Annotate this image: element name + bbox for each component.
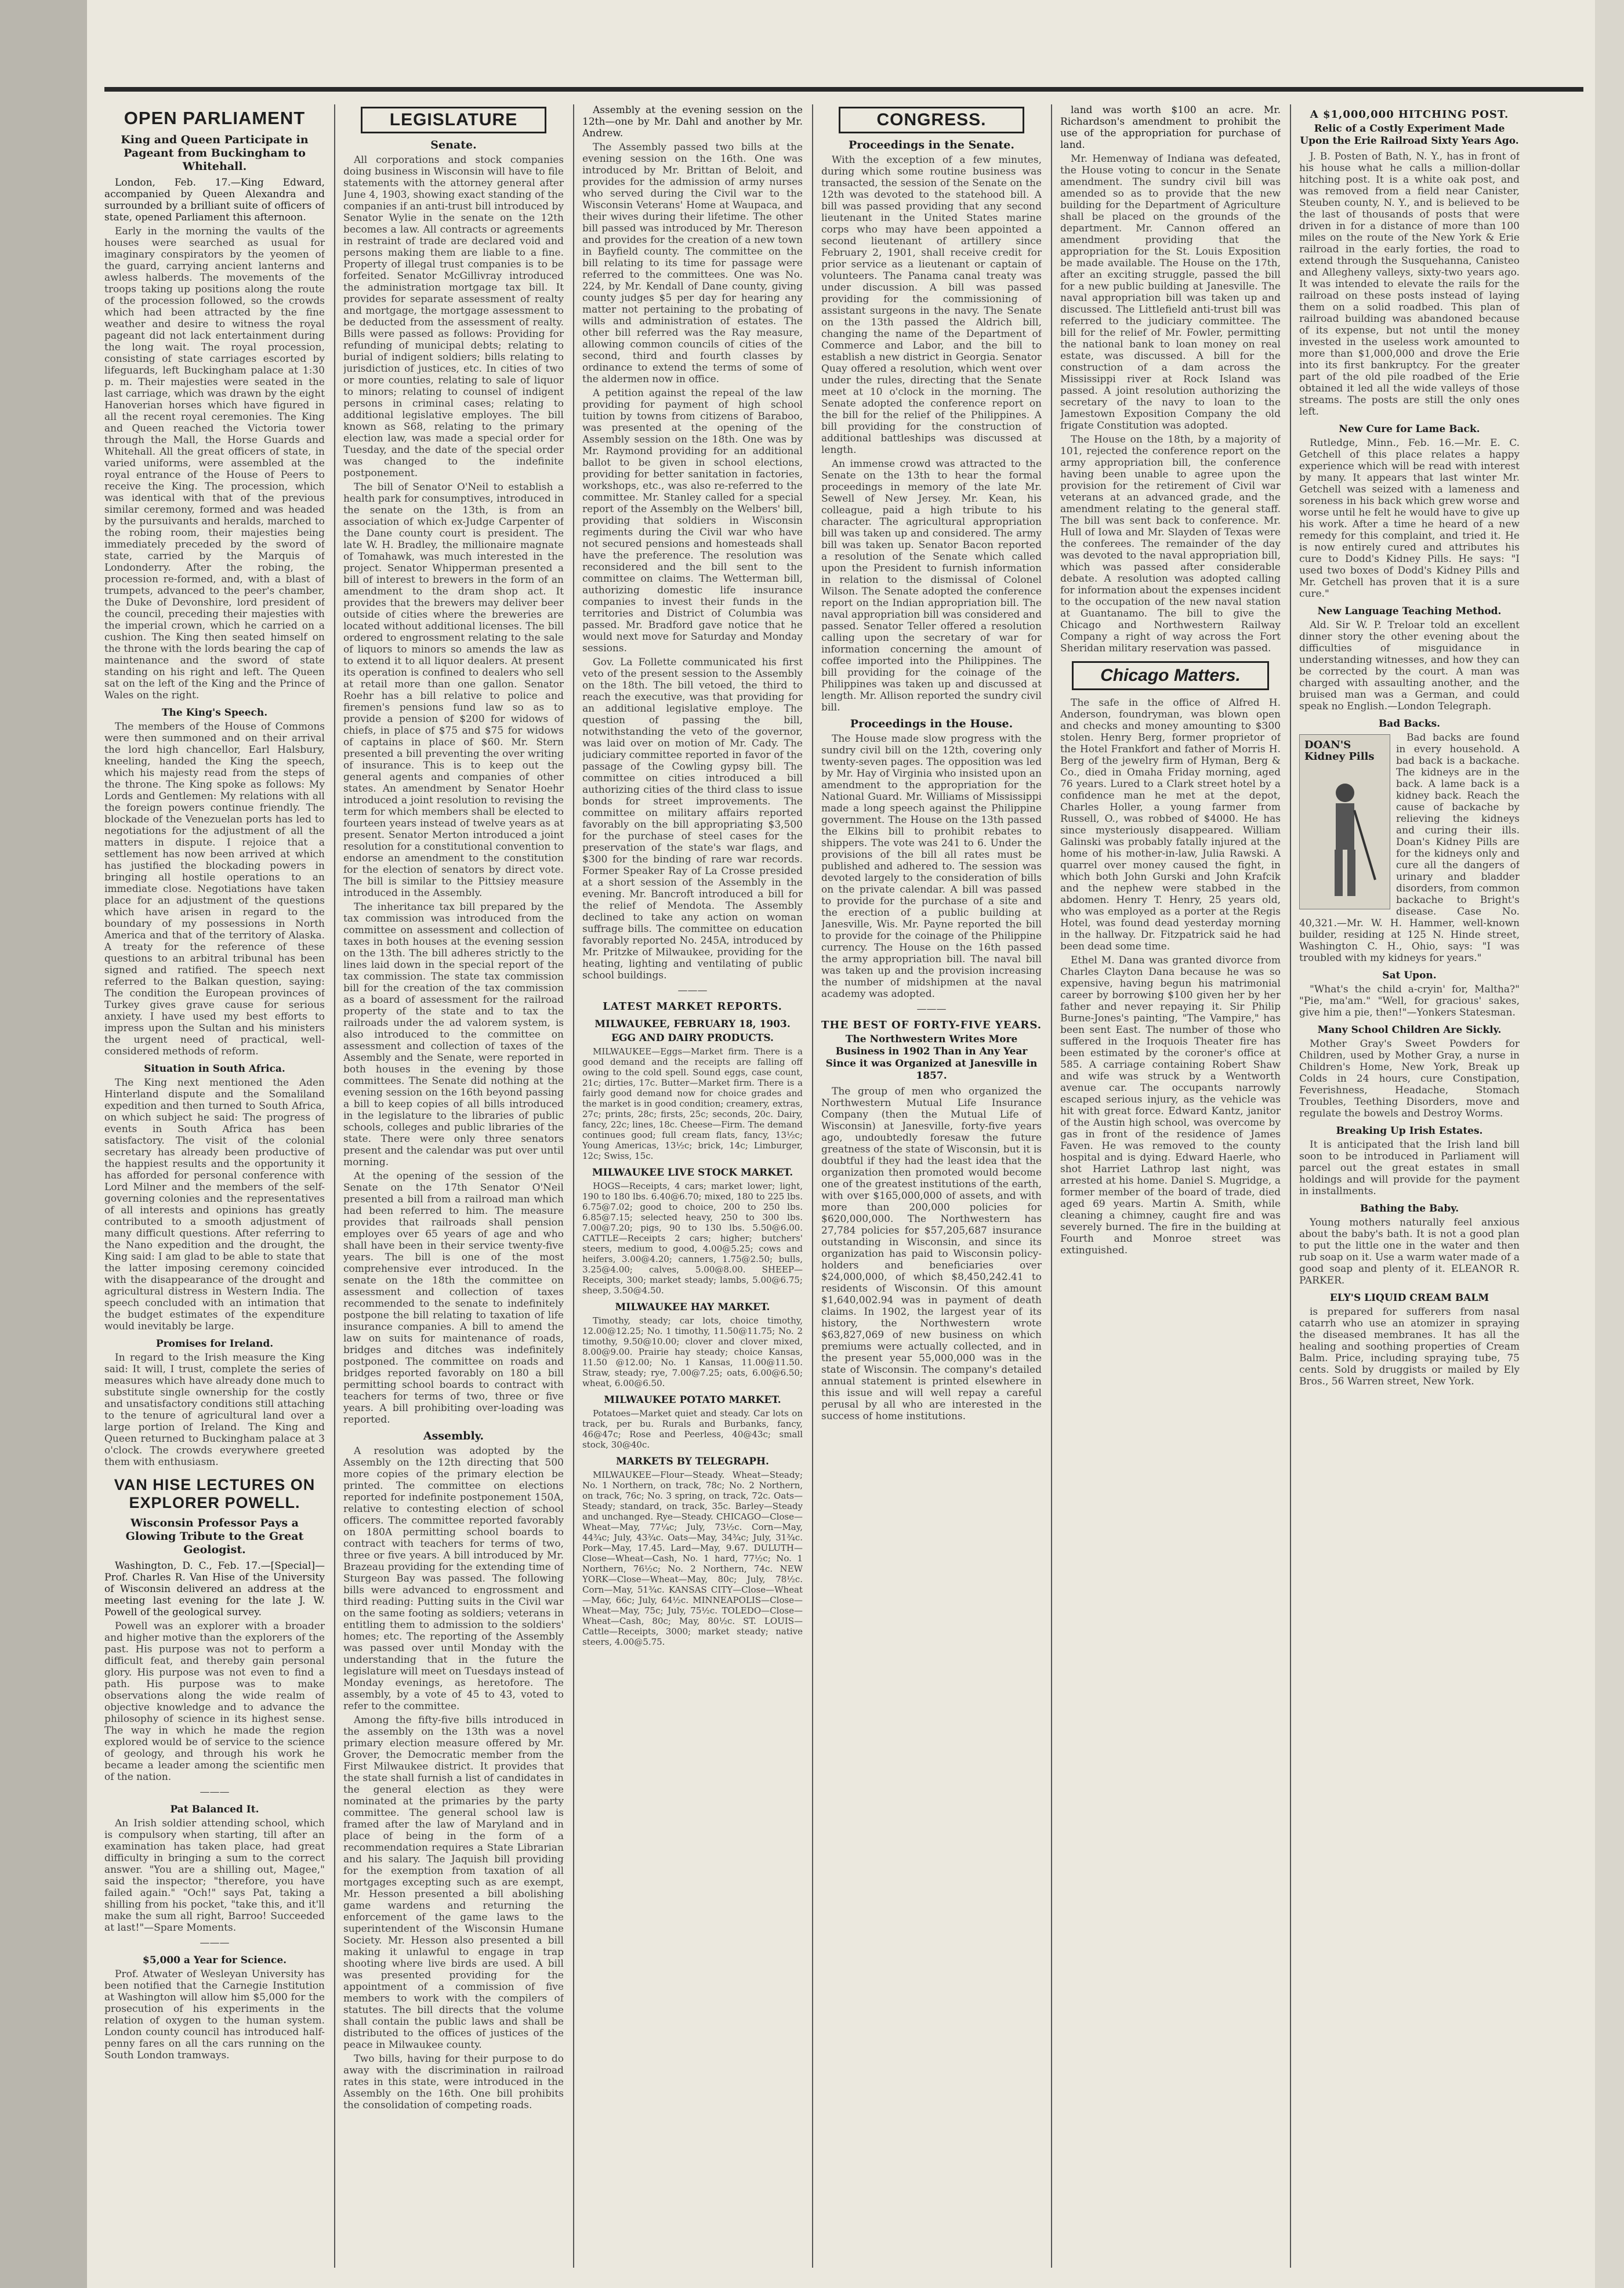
market-report: Timothy, steady; car lots, choice timothy, 12.00@12.25; No. 1 timothy, 11.50@11.75; No. 2 timothy, 9.50@10.00; clover and clover mixed, 8.00@9.00. Prairie hay steady; choice Kansas, 11.50 @12.00; No. 1 Kansas, 11.00@11.50. Straw, steady; rye, 7.00@7.25; oats, 6.00@6.50; wheat, 6.00@6.50. xyxy=(582,1315,803,1388)
column-rule xyxy=(1051,104,1052,2268)
article-body: Prof. Atwater of Wesleyan University has been notified that the Carnegie Institution at Washington will allow him $5,000 for the prosecution of his experiments in the relation of oxygen to the human system. London county council has introduced half-penny fares on all the cars running on the South London tramways. xyxy=(104,1968,325,2061)
market-report: Potatoes—Market quiet and steady. Car lots on track, per bu. Rurals and Burbanks, fancy, 46@47c; Rose and Peerless, 40@43c; small stock, 30@40c. xyxy=(582,1408,803,1450)
article-body: Bad backs are found in every household. A bad back is a backache. The kidneys are in the back. A lame back is a kidney back. Reach the cause of backache by relieving the kidneys and curing their ills. Doan's Kidney Pills are for the kidneys only and cure all the dangers of urinary and bladder disorders, from common backache to Bright's disease. Case No. 40,321.—Mr. W. H. Hammer, well-known builder, residing at 125 N. Hinde street, Washington C. H., Ohio, says: "I was troubled with my kidneys for years." xyxy=(1299,732,1520,964)
article-body: An Irish soldier attending school, which is compulsory when starting, till after an examination has taken place, had great difficulty in bringing a sum to the correct answer. "You are a shilling out, Magee," said the inspector; "therefore, you have failed again." "Och!" says Pat, taking a shilling from his pocket, "take this, and it'll make the sum all right, Barroo! Succeeded at last!"—Spare Moments. xyxy=(104,1818,325,1934)
headline-chicago-matters: Chicago Matters. xyxy=(1072,661,1269,690)
headline-hitching-post: A $1,000,000 HITCHING POST. xyxy=(1310,108,1509,121)
lead-paragraph: Assembly at the evening session on the 12th—one by Mr. Dahl and another by Mr. Andrew. xyxy=(582,104,803,139)
market-report: HOGS—Receipts, 4 cars; market lower; light, 190 to 180 lbs. 6.40@6.70; mixed, 180 to 225 lbs. 6.75@7.02; good to choice, 200 to 250 lbs. 6.85@7.15; selected heavy, 250 to 300 lbs. 7.00@7.20; pigs, 90 to 130 lbs. 5.50@6.00. CATTLE—Receipts 2 cars; higher; butchers' steers, medium to good, 4.00@5.25; cows and heifers, 3.00@4.20; canners, 1.75@2.50; bulls, 3.25@4.00; calves, 5.00@8.00. SHEEP—Receipts, 300; market steady; lambs, 5.00@6.75; sheep, 3.50@4.50. xyxy=(582,1181,803,1296)
headline-school-children: Many School Children Are Sickly. xyxy=(1317,1024,1502,1036)
doans-ad-illustration xyxy=(1299,734,1390,909)
column-rule xyxy=(812,104,813,2268)
deck-van-hise: Wisconsin Professor Pays a Glowing Tribute to the Great Geologist. xyxy=(125,1517,304,1556)
article-body: An immense crowd was attracted to the Senate on the 13th to hear the formal proceedings in memory of the late Mr. Sewell of New Jersey. Mr. Kean, his colleague, paid a high tribute to his character. The agricultural appropriation bill was taken up and considered. The army bill was taken up. Senator Bacon reported a resolution of the Senate which called upon the President to furnish information in relation to the dismissal of Colonel Wilson. The Senate adopted the conference report on the Indian appropriation bill. The naval appropriation bill was considered and passed. Senator Teller offered a resolution calling upon the secretary of war for information concerning the amount of coffee imported into the Philippines. The bill providing for the coinage of the Philippines was taken up and discussed at length. Mr. Allison reported the sundry civil bill. xyxy=(821,458,1042,713)
article-body: Early in the morning the vaults of the houses were searched as usual for imaginary conspirators by the yeomen of the guard, carrying ancient lanterns and awless halberds. The movements of the troops taking up positions along the route of the procession followed, so the crowds which had been attracted by the fine weather and desire to witness the royal pageant did not lack entertainment during the long wait. The royal procession, consisting of state carriages escorted by lifeguards, left Buckingham palace at 1:30 p. m. Their majesties were seated in the last carriage, which was drawn by the eight Hanoverian horses which have figured in all the recent royal ceremonies. The King and Queen reached the Victoria tower through the Mall, the Horse Guards and Whitehall. All the great officers of state, in varied uniforms, were assembled at the royal entrance of the House of Peers to receive the King. The procession, which was identical with that of the previous similar ceremony, formed and was headed by the pursuivants and heralds, marched to the robing room, their majesties being immediately preceded by the sword of state, carried by the Marquis of Londonderry. After the robing, the procession re-formed, and, with a blast of trumpets, advanced to the peer's chamber, the Duke of Devonshire, lord president of the council, preceding their majesties with the imperial crown, which he carried on a cushion. The King then seated himself on the throne with the lords bearing the cap of maintenance and the sword of state standing on his right and left. The Queen sat on the left of the King and the Prince of Wales on the right. xyxy=(104,226,325,701)
headline-best-45-years: THE BEST OF FORTY-FIVE YEARS. xyxy=(821,1019,1042,1031)
dateline-paragraph: London, Feb. 17.—King Edward, accompanied by Queen Alexandra and surrounded by a brilliant suite of officers of state, opened Parliament this afternoon. xyxy=(104,177,325,223)
article-body: Mother Gray's Sweet Powders for Children, used by Mother Gray, a nurse in Children's Home, New York, Break up Colds in 24 hours, cure Constipation, Feverishness, Headache, Stomach Troubles, Teething Disorders, move and regulate the bowels and Destroy Worms. xyxy=(1299,1038,1520,1119)
headline-legislature: LEGISLATURE xyxy=(361,107,546,133)
subhead-senate: Senate. xyxy=(430,139,477,151)
market-subhead: MILWAUKEE LIVE STOCK MARKET. xyxy=(592,1167,793,1179)
article-body: The members of the House of Commons were then summoned and on their arrival the lord high chancellor, Earl Halsbury, kneeling, handed the King the speech, which his majesty read from the steps of the throne. The King spoke as follows: My Lords and Gentlemen: My relations with all the foreign powers continue friendly. The blockade of the Venezuelan ports has led to negotiations for the adjustment of all the matters in dispute. I rejoice that a settlement has now been arrived at which has justified the blockading powers in bringing all hostile operations to an immediate close. Negotiations have taken place for an adjustment of the questions which have arisen in regard to the boundary of my possessions in North America and that of the territory of Alaska. A treaty for the reference of these questions to an arbitral tribunal has been signed and ratified. The speech next referred to the Balkan question, saying: The condition the European provinces of Turkey gives grave cause for serious anxiety. I have used my best efforts to impress upon the Sultan and his ministers the urgent need of practical, well-considered methods of reform. xyxy=(104,721,325,1057)
headline-van-hise: VAN HISE LECTURES ON EXPLORER POWELL. xyxy=(114,1476,316,1511)
headline-bathing-baby: Bathing the Baby. xyxy=(1360,1203,1459,1214)
column-2 xyxy=(343,104,564,2268)
market-subhead: MARKETS BY TELEGRAPH. xyxy=(616,1456,769,1467)
lead-paragraph: land was worth $100 an acre. Mr. Richardson's amendment to prohibit the use of the appropriation for purchase of land. xyxy=(1060,104,1281,151)
column-4: CONGRESS. Proceedings in the Senate. With the exception of a few minutes, during which some routine business was transacted, the session of the Senate on the 12th was devoted to the statehood bill. A bill was passed providing that any second lieutenant in the United States marine corps who may have been appointed a second lieutenant of artillery since February 2, 1901, shall receive credit for prior service as a lieutenant or captain of volunteers. The Panama canal treaty was under discussion. A bill was passed providing for the commissioning of assistant surgeons in the navy. The Senate on the 13th passed the Aldrich bill, changing the name of the Department of Commerce and Labor, and the bill to establish a new district in Georgia. Senator Quay offered a resolution, which went over under the rules, directing that the Senate meet at 10 o'clock in the morning. The Senate adopted the conference report on the bill for the relief of the Philippines. A bill providing for the construction of additional battleships was discussed at length. An immense crowd was attracted to the Senate on the 13th to hear the formal proceedings in memory of the late Mr. Sewell of New Jersey. Mr. Kean, his colleague, paid a high tribute to his character. The agricultural appropriation bill was taken up and considered. The army bill was taken up. Senator Bacon reported a resolution of the Senate which called upon the President to furnish information in relation to the dismissal of Colonel Wilson. The Senate adopted the conference report on the Indian appropriation bill. The naval appropriation bill was considered and passed. Senator Teller offered a resolution calling upon the secretary of war for information concerning the amount of coffee imported into the Philippines. The bill providing for the coinage of the Philippines was taken up and discussed at length. Mr. Allison reported the sundry civil bill. Proceedings in the House. The House made slow progress with the sundry civil bill on the 12th, covering only twenty-seven pages. The opposition was led by Mr. Hay of Virginia who insisted upon an amendment to the appropriation for the National Guard. Mr. Williams of Mississippi made a long speech against the Philippine government. The House on the 13th passed the Elkins bill to prohibit rebates to shippers. The vote was 241 to 6. Under the provisions of the bill all rates must be published and adhered to. The session was devoted largely to the consideration of bills on the private calendar. A bill was passed to provide for the purchase of a site and the erection of a public building at Janesville, Wis. Mr. Payne reported the bill to provide for the coinage of the Philippine currency. The House on the 16th passed the army appropriation bill. The naval bill was taken up and the provision increasing the number of midshipmen at the naval academy was adopted. ——— THE BEST OF FORTY-FIVE YEARS. The Northwestern Writes More Business in 1902 Than in Any Year Since it was Organized at Janesville in 1857. The group of men who organized the Northwestern Mutual Life Insurance Company (then the Mutual Life of Wisconsin) at Janesville, forty-five years ago, undoubtedly foresaw the future greatness of the state of Wisconsin, but it is doubtful if they had the least idea that the organization then promoted would become one of the greatest institutions of the earth, with over $165,000,000 of assets, and with more than 200,000 policies for $620,000,000. The Northwestern has 27,784 policies for $57,205,687 insurance outstanding in Wisconsin, and since its organization has paid to Wisconsin policy-holders and beneficiaries over $24,000,000, of which $8,450,242.41 to residents of Wisconsin. Of this amount $1,640,002.94 was in payment of death claims. In 1902, the largest year of its history, the Northwestern wrote $63,827,069 of new business on which premiums were actually collected, and in the present year 55,000,000 was in the state of Wisconsin. The company's detailed annual statement is printed elsewhere in this issue and will well repay a careful perusal by all who are interested in the success of home institutions. xyxy=(821,104,1042,2268)
article-body: Two bills, having for their purpose to do away with the discrimination in railroad rates in this state, were introduced in the Assembly on the 16th. One bill prohibits the consolidation of competing roads. xyxy=(343,2053,564,2111)
column-6 xyxy=(1299,104,1520,2268)
article-body: The House made slow progress with the sundry civil bill on the 12th, covering only twenty-seven pages. The opposition was led by Mr. Hay of Virginia who insisted upon an amendment to the appropriation for the National Guard. Mr. Williams of Mississippi made a long speech against the Philippine government. The House on the 13th passed the Elkins bill to prohibit rebates to shippers. The vote was 241 to 6. Under the provisions of the bill all rates must be published and adhered to. The session was devoted largely to the consideration of bills on the private calendar. A bill was passed to provide for the purchase of a site and the erection of a public building at Janesville, Wis. Mr. Payne reported the bill to provide for the coinage of the Philippine currency. The House on the 16th passed the army appropriation bill. The naval bill was taken up and the provision increasing the number of midshipmen at the naval academy was adopted. xyxy=(821,733,1042,1000)
deck-open-parliament: King and Queen Participate in Pageant from Buckingham to Whitehall. xyxy=(121,133,309,173)
article-body: A resolution was adopted by the Assembly on the 12th directing that 500 more copies of the primary election be printed. The committee on elections reported for indefinite postponement 150A, relative to contesting election of school officers. The committee reported favorably on 180A permitting school boards to contract with teachers for terms of two, three or five years. A bill introduced by Mr. Brazeau providing for the extending time of Sturgeon Bay was passed. The following bills were advanced to engrossment and third reading: Putting suits in the Civil war on the same footing as soldiers; veterans in entitling them to admission to the soldiers' homes; etc. The reporting of the Assembly was passed over until Monday with the understanding that in the future the legislature will meet on Tuesdays instead of Monday evenings, as heretofore. The assembly, by a vote of 45 to 43, voted to refer to the committee. xyxy=(343,1445,564,1712)
subhead-pat-balanced: Pat Balanced It. xyxy=(170,1804,259,1815)
article-body: Mr. Hemenway of Indiana was defeated, the House voting to concur in the Senate amendment. The sundry civil bill was amended so as to provide that the new building for the Department of Agriculture shall be placed on the grounds of the department. Mr. Cannon offered an amendment providing that the appropriation for the St. Louis Exposition be made available. The House on the 17th, after an exciting struggle, passed the bill for a new public building at Janesville. The naval appropriation bill was taken up and discussed. The Littlefield anti-trust bill was referred to the judiciary committee. The bill for the relief of Mr. Fowler, permitting the national bank to loan money on real estate, was discussed. A bill for the construction of a dam across the Mississippi river at Rock Island was passed. A joint resolution authorizing the secretary of the navy to loan to the Jamestown Exposition Company the old frigate Constitution was adopted. xyxy=(1060,153,1281,432)
column-5 xyxy=(1060,104,1281,2268)
headline-sat-upon: Sat Upon. xyxy=(1382,970,1437,981)
article-body: Powell was an explorer with a broader and higher motive than the explorers of the past. His purpose was not to perform a difficult feat, and thereby gain personal glory. His purpose was not even to find a path. His purpose was to make observations along the wide realm of objective knowledge and to advance the philosophy of science in its highest sense. The way in which he made the region explored would be of service to the science of geology, and through his work he became a leader among the scientific men of the nation. xyxy=(104,1620,325,1783)
headline-bad-backs: Bad Backs. xyxy=(1378,718,1441,730)
headline-lame-back: New Cure for Lame Back. xyxy=(1339,423,1480,435)
scan-margin-left xyxy=(0,0,87,2288)
headline-language-method: New Language Teaching Method. xyxy=(1317,605,1502,617)
subhead-assembly: Assembly. xyxy=(423,1430,484,1442)
dateline-paragraph: Washington, D. C., Feb. 17.—[Special]—Prof. Charles R. Van Hise of the University of Wisconsin delivered an address at the meeting last evening for the late J. W. Powell of the geological survey. xyxy=(104,1560,325,1618)
article-body: Ald. Sir W. P. Treloar told an excellent dinner story the other evening about the difficulties of misguidance in understanding witnesses, and how they can be corrected by the court. A man was charged with assaulting another, and the bruised man was a German, and could speak no English.—London Telegraph. xyxy=(1299,619,1520,712)
article-body: In regard to the Irish measure the King said: It will, I trust, complete the series of measures which have already done much to substitute single ownership for the costly and unsatisfactory conditions still attaching to the tenure of agricultural land over a large portion of Ireland. The King and Queen returned to Buckingham palace at 3 o'clock. The crowds everywhere greeted them with enthusiasm. xyxy=(104,1352,325,1468)
subhead-kings-speech: The King's Speech. xyxy=(161,707,268,719)
article-body: The Assembly passed two bills at the evening session on the 16th. One was introduced by Mr. Brittan of Beloit, and provides for the admission of army nurses who served during the Civil war to the Wisconsin Veterans' Home at Waupaca, and their wives during their lifetime. The other bill passed was introduced by Mr. Thereson and provides for the creation of a new town in Bayfield county. The committee on the bill relating to its time for passage were referred to the committees. One was No. 224, by Mr. Kendall of Dane county, giving county judges $5 per day for hearing any matter not pertaining to the probating of wills and administration of estates. The other bill referred was the Ray measure, allowing common councils of cities of the second, third and fourth classes by ordinance to extend the terms of some of the aldermen now in office. xyxy=(582,142,803,385)
markets-title: LATEST MARKET REPORTS. xyxy=(603,1000,782,1013)
article-body: A petition against the repeal of the law providing for payment of high school tuition by towns from citizens of Baraboo, was presented at the opening of the Assembly session on the 18th. One was by Mr. Raymond providing for an additional ballot to be given in school elections, providing for better sanitation in factories, workshops, etc., was also re-referred to the committee. Mr. Stanley called for a special report of the Assembly on the Welbers' bill, providing that soldiers in Wisconsin regiments during the Civil war who have not secured pensions and homesteads shall have the preference. The resolution was reconsidered and the bill sent to the committee on claims. The Wetterman bill, authorizing domestic life insurance companies to invest their funds in the territories and District of Columbia was passed. Mr. Bradford gave notice that he would next move for Saturday and Monday sessions. xyxy=(582,387,803,654)
column-3: Assembly at the evening session on the 12th—one by Mr. Dahl and another by Mr. Andrew. The Assembly passed two bills at the evening session on the 16th. One was introduced by Mr. Brittan of Beloit, and provides for the admission of army nurses who served during the Civil war to the Wisconsin Veterans' Home at Waupaca, and their wives during their lifetime. The other bill passed was introduced by Mr. Thereson and provides for the creation of a new town in Bayfield county. The committee on the bill relating to its time for passage were referred to the committees. One was No. 224, by Mr. Kendall of Dane county, giving county judges $5 per day for hearing any matter not pertaining to the probating of wills and administration of estates. The other bill referred was the Ray measure, allowing common councils of cities of the second, third and fourth classes by ordinance to extend the terms of some of the aldermen now in office. A petition against the repeal of the law providing for payment of high school tuition by towns from citizens of Baraboo, was presented at the opening of the Assembly session on the 18th. One was by Mr. Raymond providing for an additional ballot to be given in school elections, providing for better sanitation in factories, workshops, etc., was also re-referred to the committee. Mr. Stanley called for a special report of the Assembly on the Welbers' bill, providing that soldiers in Wisconsin regiments during the Civil war who have not secured pensions and homesteads shall have the preference. The resolution was reconsidered and the bill sent to the committee on claims. The Wetterman bill, authorizing domestic life insurance companies to invest their funds in the territories and District of Columbia was passed. Mr. Bradford gave notice that he would next move for Saturday and Monday sessions. Gov. La Follette communicated his first veto of the present session to the Assembly on the 18th. The bill vetoed, the third to reach the executive, was that providing for an additional legislative employe. The question of passing the bill, notwithstanding the veto of the governor, was laid over on motion of Mr. Cady. The judiciary committee reported in favor of the passage of the Cowling gypsy bill. The committee on cities introduced a bill authorizing cities of the third class to issue bonds for street improvements. The committee on military affairs reported favorably on the bill appropriating $3,500 for the purchase of steel cases for the preservation of the state's war flags, and $300 for the binding of rare war records. Former Speaker Ray of La Crosse presided at a short session of the Assembly in the evening. Mr. Bancroft introduced a bill for the relief of Mendota. The Assembly declined to take any action on woman suffrage bills. The committee on education favorably reported No. 245A, introduced by Mr. Pritzke of Milwaukee, providing for the heating, lighting and ventilating of public school buildings. ——— LATEST MARKET REPORTS. MILWAUKEE, FEBRUARY 18, 1903. EGG AND DAIRY PRODUCTS. MILWAUKEE—Eggs—Market firm. There is a good demand and the receipts are falling off owing to the cold spell. Sound eggs, case count, 21c; dirties, 17c. Butter—Market firm. There is a fairly good demand now for choice grades and the market is in good condition; creamery, extras, 27c; prints, 28c; firsts, 25c; seconds, 20c. Dairy, fancy, 22c; lines, 18c. Cheese—Firm. The demand continues good; full cream flats, fancy, 13½c; Young Americas, 13½c; brick, 14c; Limburger, 12c; Swiss, 15c. MILWAUKEE LIVE STOCK MARKET. HOGS—Receipts, 4 cars; market lower; light, 190 to 180 lbs. 6.40@6.70; mixed, 180 to 225 lbs. 6.75@7.02; good to choice, 200 to 250 lbs. 6.85@7.15; selected heavy, 250 to 300 lbs. 7.00@7.20; pigs, 90 to 130 lbs. 5.50@6.00. CATTLE—Receipts 2 cars; higher; butchers' steers, medium to good, 4.00@5.25; cows and heifers, 3.00@4.20; canners, 1.75@2.50; bulls, 3.25@4.00; calves, 5.00@8.00. SHEEP—Receipts, 300; market steady; lambs, 5.00@6.75; sheep, 3.50@4.50. MILWAUKEE HAY MARKET. Timothy, steady; car lots, choice timothy, 12.00@12.25; No. 1 timothy, 11.50@11.75; No. 2 timothy, 9.50@10.00; clover and clover mixed, 8.00@9.00. Prairie hay steady; choice Kansas, 11.50 @12.00; No. 1 Kansas, 11.00@11.50. Straw, steady; rye, 7.00@7.25; oats, 6.00@6.50; wheat, 6.00@6.50. MILWAUKEE POTATO MARKET. Potatoes—Market quiet and steady. Car lots on track, per bu. Rurals and Burbanks, fancy, 46@47c; Rose and Peerless, 40@43c; small stock, 30@40c. MARKETS BY TELEGRAPH. MILWAUKEE—Flour—Steady. Wheat—Steady; No. 1 Northern, on track, 78c; No. 2 Northern, on track, 76c; No. 3 spring, on track, 72c. Oats—Steady; standard, on track, 35c. Barley—Steady and unchanged. Rye—Steady. CHICAGO—Close—Wheat—May, 77¼c; July, 73½c. Corn—May, 44¾c; July, 43¾c. Oats—May, 34¾c; July, 31¾c. Pork—May, 17.45. Lard—May, 9.67. DULUTH—Close—Wheat—Cash, No. 1 hard, 77½c; No. 1 Northern, 76½c; No. 2 Northern, 74c. NEW YORK—Close—Wheat—May, 80c; July, 78½c. Corn—May, 51¾c. KANSAS CITY—Close—Wheat—May, 66c; July, 64½c. MINNEAPOLIS—Close—Wheat—May, 75c; July, 75½c. TOLEDO—Close—Wheat—Cash, 80c; May, 80½c. ST. LOUIS—Cattle—Receipts, 3000; market steady; native steers, 4.00@5.75. xyxy=(582,104,803,1647)
article-body: All corporations and stock companies doing business in Wisconsin will have to file statements with the attorney general after June 4, 1903, showing exact standing of the companies if an anti-trust bill introduced by Senator Wylie in the senate on the 12th becomes a law. All contracts or agreements in restraint of trade are declared void and persons making them are liable to a fine. Property of illegal trust companies is to be forfeited. Senator McGillivray introduced the administration mortgage tax bill. It provides for separate assessment of realty and mortgage, the mortgage assessment to be deducted from the assessment of realty. Bills were passed as follows: Providing for refunding of municipal debts; relating to burial of indigent soldiers; bills relating to jurisdiction of justices, etc. In cities of two or more counties, relating to sale of liquor to minors; relating to counsel of indigent persons in criminal cases; relating to additional legislative employes. The bill known as S68, relating to the primary election law, was made a special order for Tuesday, and the date of the special order was changed to the indefinite postponement. xyxy=(343,154,564,479)
column-1: OPEN PARLIAMENT King and Queen Participate in Pageant from Buckingham to Whitehall. London, Feb. 17.—King Edward, accompanied by Queen Alexandra and surrounded by a brilliant suite of officers of state, opened Parliament this afternoon. Early in the morning the vaults of the houses were searched as usual for imaginary conspirators by the yeomen of the guard, carrying ancient lanterns and awless halberds. The movements of the troops taking up positions along the route of the procession followed, so the crowds which had been attracted by the fine weather and desire to witness the royal pageant did not lack entertainment during the long wait. The royal procession, consisting of state carriages escorted by lifeguards, left Buckingham palace at 1:30 p. m. Their majesties were seated in the last carriage, which was drawn by the eight Hanoverian horses which have figured in all the recent royal ceremonies. The King and Queen reached the Victoria tower through the Mall, the Horse Guards and Whitehall. All the great officers of state, in varied uniforms, were assembled at the royal entrance of the House of Peers to receive the King. The procession, which was identical with that of the previous similar ceremony, formed and was headed by the pursuivants and heralds, marched to the robing room, their majesties being immediately preceded by the sword of state, carried by the Marquis of Londonderry. After the robing, the procession re-formed, and, with a blast of trumpets, advanced to the peer's chamber, the Duke of Devonshire, lord president of the council, preceding their majesties with the imperial crown, which he carried on a cushion. The King then seated himself on the throne with the lords bearing the cap of maintenance and the sword of state standing on his right and left. The Queen sat on the left of the King and the Prince of Wales on the right. The King's Speech. The members of the House of Commons were then summoned and on their arrival the lord high chancellor, Earl Halsbury, kneeling, handed the King the speech, which his majesty read from the steps of the throne. The King spoke as follows: My Lords and Gentlemen: My relations with all the foreign powers continue friendly. The blockade of the Venezuelan ports has led to negotiations for the adjustment of all the matters in dispute. I rejoice that a settlement has now been arrived at which has justified the blockading powers in bringing all hostile operations to an immediate close. Negotiations have taken place for an adjustment of the questions which have arisen in regard to the boundary of my possessions in North America and that of the territory of Alaska. A treaty for the reference of these questions to an arbitral tribunal has been signed and ratified. The speech next referred to the Balkan question, saying: The condition the European provinces of Turkey gives grave cause for serious anxiety. I have used my best efforts to impress upon the Sultan and his ministers the urgent need of practical, well-considered methods of reform. Situation in South Africa. The King next mentioned the Aden Hinterland dispute and the Somaliland expedition and then turned to South Africa, on which subject he said: The progress of events in South Africa has been satisfactory. The visit of the colonial secretary has already been productive of the happiest results and the opportunity it has afforded for personal conference with Lord Milner and the members of the self-governing colonies and the representatives of all interests and opinions has greatly contributed to a smooth adjustment of many difficult questions. After referring to the Nano expedition and the drought, the King said: I am glad to be able to state that the latter imposing ceremony coincided with the disappearance of the drought and agricultural distress in Western India. The speech concluded with an intimation that the budget estimates of the expenditure would inevitably be large. Promises for Ireland. In regard to the Irish measure the King said: It will, I trust, complete the series of measures which have already done much to substitute single ownership for the costly and unsatisfactory conditions still attaching to the tenure of agricultural land over a large portion of Ireland. The King and Queen returned to Buckingham palace at 3 o'clock. The crowds everywhere greeted them with enthusiasm. VAN HISE LECTURES ON EXPLORER POWELL. Wisconsin Professor Pays a Glowing Tribute to the Great Geologist. Washington, D. C., Feb. 17.—[Special]—Prof. Charles R. Van Hise of the University of Wisconsin delivered an address at the meeting last evening for the late J. W. Powell of the geological survey. Powell was an explorer with a broader and higher motive than the explorers of the past. His purpose was not to perform a difficult feat, and thereby gain personal glory. His purpose was not even to find a path. His purpose was to make observations along the wide realm of objective knowledge and to advance the philosophy of science in its highest sense. The way in which he made the region explored would be of service to the science of geology, and through his work he became a leader among the scientific men of the nation. ——— Pat Balanced It. An Irish soldier attending school, which is compulsory when starting, till after an examination has taken place, had great difficulty in bringing a sum to the correct answer. "You are a shilling out, Magee," said the inspector; "therefore, you have failed again." "Och!" says Pat, taking a shilling from his pocket, "take this, and it'll make the sum all right, Barroo! Succeeded at last!"—Spare Moments. ——— $5,000 a Year for Science. Prof. Atwater of Wesleyan University has been notified that the Carnegie Institution at Washington will allow him $5,000 for the prosecution of his experiments in the relation of oxygen to the human system. London county council has introduced half-penny fares on all the cars running on the South London tramways. xyxy=(104,108,325,2061)
column-rule xyxy=(573,104,574,2268)
article-body: Ethel M. Dana was granted divorce from Charles Clayton Dana because he was so expensive, having begun his matrimonial career by borrowing $100 given her by her father and never repaying it. Sir Philip Burne-Jones's painting, "The Vampire," has been sent East. The number of those who suffered in the Iroquois Theater fire has been estimated by the coroner's office at 585. A carriage containing Robert Shaw and wife was struck by a Wentworth avenue car. The occupants narrowly escaped serious injury, as the vehicle was hit with great force. Edward Kantz, janitor of the Austin high school, was overcome by gas in front of the residence of James Faven. He was removed to the county hospital and is dying. Edward Haerle, who shot Harriet Lathrop last night, was arrested at his home. Daniel S. Mugridge, a former member of the board of trade, died aged 69 years. Martin A. Smith, while cleaning a chimney, caught fire and was severely burned. The fire in the building at Fourth and Monroe street was extinguished. xyxy=(1060,955,1281,1256)
market-subhead: EGG AND DAIRY PRODUCTS. xyxy=(611,1032,774,1044)
market-subhead: MILWAUKEE POTATO MARKET. xyxy=(604,1394,781,1406)
subhead-house-proceedings: Proceedings in the House. xyxy=(850,717,1013,730)
column-rule xyxy=(1290,104,1291,2268)
doans-ad-label: DOAN'S Kidney Pills xyxy=(1304,739,1375,763)
market-report: MILWAUKEE—Flour—Steady. Wheat—Steady; No. 1 Northern, on track, 78c; No. 2 Northern, on track, 76c; No. 3 spring, on track, 72c. Oats—Steady; standard, on track, 35c. Barley—Steady and unchanged. Rye—Steady. CHICAGO—Close—Wheat—May, 77¼c; July, 73½c. Corn—May, 44¾c; July, 43¾c. Oats—May, 34¾c; July, 31¾c. Pork—May, 17.45. Lard—May, 9.67. DULUTH—Close—Wheat—Cash, No. 1 hard, 77½c; No. 1 Northern, 76½c; No. 2 Northern, 74c. NEW YORK—Close—Wheat—May, 80c; July, 78½c. Corn—May, 51¾c. KANSAS CITY—Close—Wheat—May, 66c; July, 64½c. MINNEAPOLIS—Close—Wheat—May, 75c; July, 75½c. TOLEDO—Close—Wheat—Cash, 80c; May, 80½c. ST. LOUIS—Cattle—Receipts, 3000; market steady; native steers, 4.00@5.75. xyxy=(582,1470,803,1647)
article-body: Young mothers naturally feel anxious about the baby's bath. It is not a good plan to put the little one in the water and then rub soap on it. Use a warm water made of a good soap and plenty of it. ELEANOR R. PARKER. xyxy=(1299,1217,1520,1286)
market-subhead: MILWAUKEE HAY MARKET. xyxy=(615,1301,770,1313)
article-body: Among the fifty-five bills introduced in the assembly on the 13th was a novel primary election measure offered by Mr. Grover, the Democratic member from the First Milwaukee district. It provides that the state shall furnish a list of candidates in the general election as they were nominated at the primaries by the party committee. The general school law is framed after the law of Maryland and in place of being in the form of a recommendation requires a State Librarian and his salary. The Jaquish bill providing for the exemption from taxation of all mortgages excepting such as are exempt, Mr. Hesson presented a bill abolishing game wardens and returning the enforcement of the game laws to the superintendent of the Wisconsin Humane Society. Mr. Hesson also presented a bill making it unlawful to engage in trap shooting where live birds are used. A bill was presented providing for the appointment of a commission of five members to work with the compilers of statutes. The bill directs that the volume shall contain the public laws and shall be distributed to the offices of justices of the peace in Milwaukee county. xyxy=(343,1714,564,2051)
article-body: is prepared for sufferers from nasal catarrh who use an atomizer in spraying the diseased membranes. It has all the healing and soothing properties of Cream Balm. Price, including spraying tube, 75 cents. Sold by druggists or mailed by Ely Bros., 56 Warren street, New York. xyxy=(1299,1306,1520,1387)
subhead-south-africa: Situation in South Africa. xyxy=(144,1063,285,1075)
headline-irish-estates: Breaking Up Irish Estates. xyxy=(1336,1125,1483,1137)
article-body: The inheritance tax bill prepared by the tax commission was introduced from the committee on assessment and collection of taxes in both houses at the evening session on the 13th. The bill adheres strictly to the lines laid down in the special report of the tax commission. The state tax commission bill for the creation of the tax commission as a board of assessment for the railroad property of the state and to tax the railroads under the ad valorem system, is also introduced to the committee on assessment and collection of taxes of the Assembly and the Senate, were reported in both houses in the evening by those committees. The Senate did nothing at the evening session on the 16th beyond passing a bill to keep copies of all bills introduced in the legislature to the libraries of public schools, colleges and public libraries of the state. There were only three senators present and the calendar was put over until morning. xyxy=(343,901,564,1168)
deck-hitching-post: Relic of a Costly Experiment Made Upon the Erie Railroad Sixty Years Ago. xyxy=(1300,123,1519,147)
article-body: Rutledge, Minn., Feb. 16.—Mr. E. C. Getchell of this place relates a happy experience which will be read with interest by many. It appears that last winter Mr. Getchell was seized with a lameness and soreness in his back which grew worse and worse until he felt he would have to give up his work. After a time he heard of a new remedy for this complaint, and tried it. He is now entirely cured and attributes his cure to Dodd's Kidney Pills. He says: "I used two boxes of Dodd's Kidney Pills and Mr. Getchell has proven that it is a sure cure." xyxy=(1299,437,1520,600)
signature: ELEANOR R. PARKER. xyxy=(1299,1263,1520,1286)
article-body: The King next mentioned the Aden Hinterland dispute and the Somaliland expedition and then turned to South Africa, on which subject he said: The progress of events in South Africa has been satisfactory. The visit of the colonial secretary has already been productive of the happiest results and the opportunity it has afforded for personal conference with Lord Milner and the members of the self-governing colonies and the representatives of all interests and opinions has greatly contributed to a smooth adjustment of many difficult questions. After referring to the Nano expedition and the drought, the King said: I am glad to be able to state that the latter imposing ceremony coincided with the disappearance of the drought and agricultural distress in Western India. The speech concluded with an intimation that the budget estimates of the expenditure would inevitably be large. xyxy=(104,1077,325,1332)
headline-open-parliament: OPEN PARLIAMENT xyxy=(124,108,306,128)
article-body: It is anticipated that the Irish land bill soon to be introduced in Parliament will parcel out the great estates in small holdings and will provide for the payment in installments. xyxy=(1299,1139,1520,1197)
article-body: At the opening of the session of the Senate on the 17th Senator O'Neil presented a bill from a railroad man which had been referred to him. The measure provides that railroads shall pension employes over 65 years of age and who shall have been in their service twenty-five years. The bill is one of the most comprehensive ever introduced. In the senate on the 18th the committee on assessment and collection of taxes recommended to the senate to indefinitely postpone the bill relating to taxation of life insurance companies. A bill to amend the law on suits for maintenance of roads, bridges and ditches was indefinitely postponed. The committee on roads and bridges reported favorably on 180 a bill permitting school boards to contract with teachers for terms of two, three or five years. A bill prohibiting over-loading was reported. xyxy=(343,1170,564,1426)
article-body: The group of men who organized the Northwestern Mutual Life Insurance Company (then the Mutual Life of Wisconsin) at Janesville, forty-five years ago, undoubtedly foresaw the future greatness of the state of Wisconsin, but it is doubtful if they had the least idea that the organization then promoted would become one of the greatest institutions of the earth, with over $165,000,000 of assets, and with more than 200,000 policies for $620,000,000. The Northwestern has 27,784 policies for $57,205,687 insurance outstanding in Wisconsin, and since its organization has paid to Wisconsin policy-holders and beneficiaries over $24,000,000, of which $8,450,242.41 to residents of Wisconsin. Of this amount $1,640,002.94 was in payment of death claims. In 1902, the largest year of its history, the Northwestern wrote $63,827,069 of new business on which premiums were actually collected, and in the present year 55,000,000 was in the state of Wisconsin. The company's detailed annual statement is printed elsewhere in this issue and will well repay a careful perusal by all who are interested in the success of home institutions. xyxy=(821,1086,1042,1422)
headline-elys-cream-balm: ELY'S LIQUID CREAM BALM xyxy=(1329,1292,1489,1304)
article-body: The House on the 18th, by a majority of 101, rejected the conference report on the army appropriation bill, the conference having been unable to agree upon the provision for the retirement of Civil war veterans at an advanced grade, and the amendment relating to the general staff. The bill was sent back to conference. Mr. Hull of Iowa and Mr. Slayden of Texas were the conferees. The remainder of the day was devoted to the naval appropriation bill, which was passed after considerable debate. A resolution was adopted calling for information about the expenses incident to the occupation of the new naval station at Guantanamo. The bill to give the Chicago and Northwestern Railway Company a right of way across the Fort Sheridan military reservation was passed. xyxy=(1060,434,1281,654)
subhead-senate-proceedings: Proceedings in the Senate. xyxy=(849,139,1014,151)
article-body: "What's the child a-cryin' for, Maltha?" "Pie, ma'am." "Well, for gracious' sakes, give him a pie, then!"—Yonkers Statesman. xyxy=(1299,984,1520,1018)
masthead-rule xyxy=(104,87,1583,92)
article-body: The bill of Senator O'Neil to establish a health park for consumptives, introduced in the senate on the 13th, is from an association of which ex-Judge Carpenter of the Dane county court is president. The late W. H. Bradley, the millionaire magnate of Tomahawk, was much interested in the project. Senator Whipperman presented a bill of interest to brewers in the form of an amendment to the dram shop act. It provides that the brewers may deliver beer outside of cities where the breweries are located without additional licenses. The bill ordered to engrossment relating to the sale of liquors to minors so amends the law as to extend it to all liquor dealers. At present its operation is confined to dealers who sell at retail more than one gallon. Senator Roehr has a bill relative to police and firemen's pensions fund law so as to provide a pension of $200 for widows of chiefs, in place of $75 and $75 for widows of captains in place of $60. Mr. Stern presented a bill preventing the over writing of insurance. This is to keep out the general agents and companies of other states. An amendment by Senator Hoehr introduced a joint resolution to revising the term for which members shall be elected to fourteen years instead of twelve years as at present. Senator Merton introduced a joint resolution for a constitutional convention to endorse an amendment to the constitution for the election of senators by direct vote. The bill is similar to the Pittsiey measure introduced in the Assembly. xyxy=(343,481,564,899)
scan-margin-right xyxy=(1595,0,1624,2288)
article-body: J. B. Posten of Bath, N. Y., has in front of his house what he calls a million-dollar hitching post. It is a white oak post, and was removed from a field near Canister, Steuben county, N. Y., and is believed to be the last of thousands of posts that were driven in for a distance of more than 100 miles on the route of the New York & Erie railroad in the early forties, the road to extend through the Susquehanna, Canisteo and Allegheny valleys, sixty-two years ago. It was intended to elevate the rails for the railroad on these posts instead of laying them on a solid roadbed. This plan of railroad building was abandoned because of its expense, but not until the money invested in the useless work amounted to more than $1,000,000 and drove the Erie into its first bankruptcy. For the greater part of the old pile roadbed of the Erie obtained it led all the wide valleys of those streams. The posts are still the only ones left. xyxy=(1299,151,1520,418)
article-body: The safe in the office of Alfred H. Anderson, foundryman, was blown open and checks and money amounting to $300 stolen. Henry Berg, former proprietor of the Hotel Frankfort and father of Morris H. Berg of the jewelry firm of Hyman, Berg & Co., died in Omaha Friday morning, aged 76 years. Lured to a Clark street hotel by a confidence man he met at the depot, Charles Holler, a young farmer from Russell, O., was robbed of $4000. He has since mysteriously disappeared. William Galinski was probably fatally injured at the home of his mother-in-law, Julia Rawski. A quarrel over money caused the fight, in which both John Gurski and John Krafcik and the nephew were stabbed in the abdomen. Henry T. Henry, 25 years old, who was employed as a porter at the Regis Hotel, was found dead yesterday morning in the hallway. Dr. Fitzpatrick said he had been dead some time. xyxy=(1060,697,1281,952)
column-rule xyxy=(334,104,335,2268)
subhead-ireland: Promises for Ireland. xyxy=(155,1338,274,1350)
headline-congress: CONGRESS. xyxy=(839,107,1024,133)
deck-best-45-years: The Northwestern Writes More Business in 1902 Than in Any Year Since it was Organized at Janesville in 1857. xyxy=(825,1034,1038,1082)
market-report: MILWAUKEE—Eggs—Market firm. There is a good demand and the receipts are falling off owing to the cold spell. Sound eggs, case count, 21c; dirties, 17c. Butter—Market firm. There is a fairly good demand now for choice grades and the market is in good condition; creamery, extras, 27c; prints, 28c; firsts, 25c; seconds, 20c. Dairy, fancy, 22c; lines, 18c. Cheese—Firm. The demand continues good; full cream flats, fancy, 13½c; Young Americas, 13½c; brick, 14c; Limburger, 12c; Swiss, 15c. xyxy=(582,1046,803,1161)
article-body: Gov. La Follette communicated his first veto of the present session to the Assembly on the 18th. The bill vetoed, the third to reach the executive, was that providing for an additional legislative employe. The question of passing the bill, notwithstanding the veto of the governor, was laid over on motion of Mr. Cady. The judiciary committee reported in favor of the passage of the Cowling gypsy bill. The committee on cities introduced a bill authorizing cities of the third class to issue bonds for street improvements. The committee on military affairs reported favorably on the bill appropriating $3,500 for the purchase of steel cases for the preservation of the state's war flags, and $300 for the binding of rare war records. Former Speaker Ray of La Crosse presided at a short session of the Assembly in the evening. Mr. Bancroft introduced a bill for the relief of Mendota. The Assembly declined to take any action on woman suffrage bills. The committee on education favorably reported No. 245A, introduced by Mr. Pritzke of Milwaukee, providing for the heating, lighting and ventilating of public school buildings. xyxy=(582,657,803,981)
article-body: With the exception of a few minutes, during which some routine business was transacted, the session of the Senate on the 12th was devoted to the statehood bill. A bill was passed providing that any second lieutenant in the United States marine corps who may have been appointed a second lieutenant of artillery since February 2, 1901, shall receive credit for prior service as a lieutenant or captain of volunteers. The Panama canal treaty was under discussion. A bill was passed providing for the commissioning of assistant surgeons in the navy. The Senate on the 13th passed the Aldrich bill, changing the name of the Department of Commerce and Labor, and the bill to establish a new district in Georgia. Senator Quay offered a resolution, which went over under the rules, directing that the Senate meet at 10 o'clock in the morning. The Senate adopted the conference report on the bill for the relief of the Philippines. A bill providing for the construction of additional battleships was discussed at length. xyxy=(821,154,1042,456)
subhead-science: $5,000 a Year for Science. xyxy=(142,1955,287,1966)
market-dateline: MILWAUKEE, FEBRUARY 18, 1903. xyxy=(594,1018,791,1030)
